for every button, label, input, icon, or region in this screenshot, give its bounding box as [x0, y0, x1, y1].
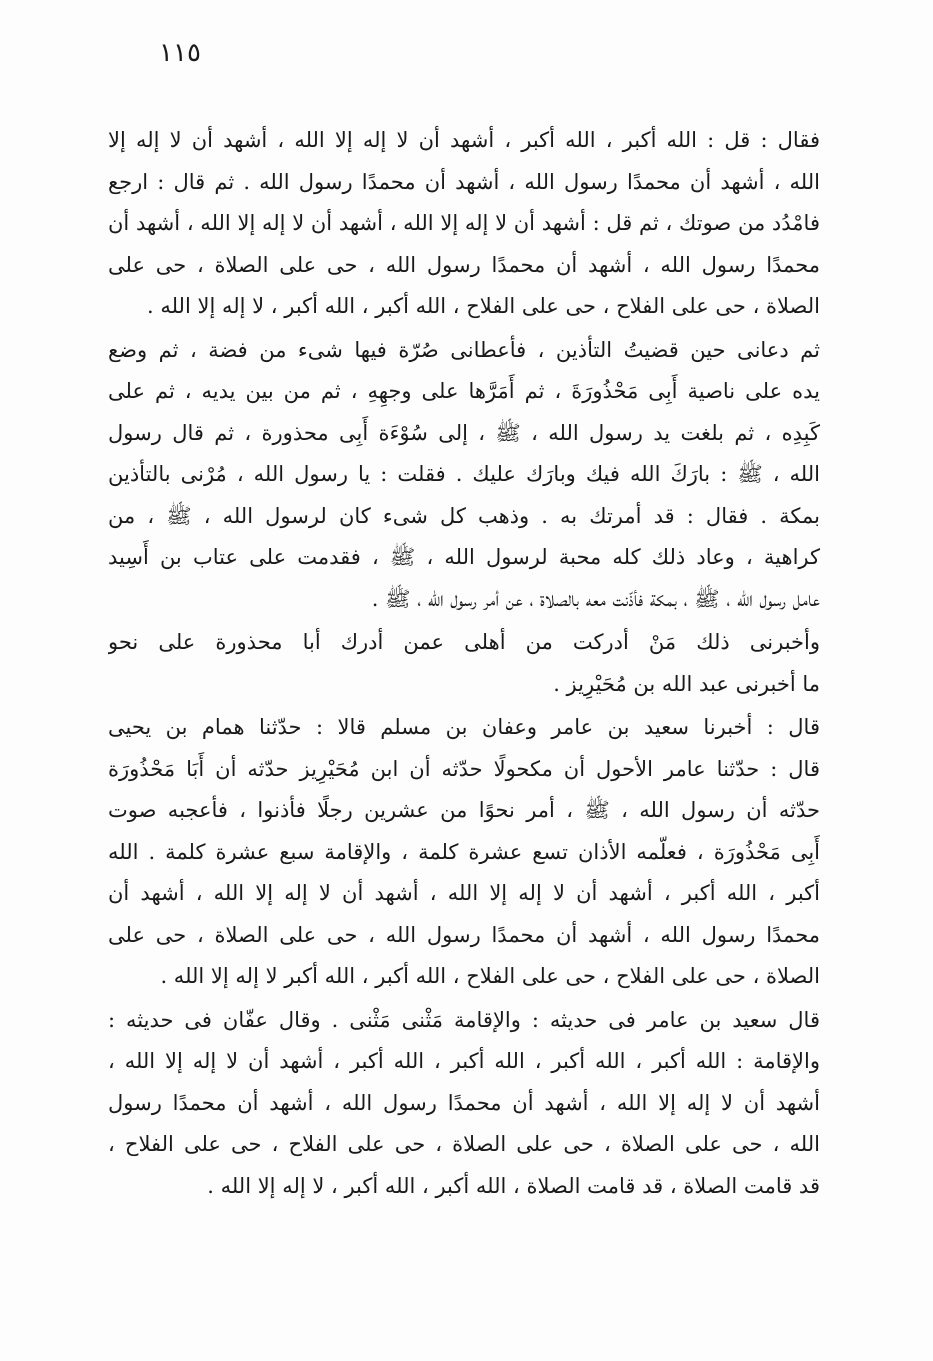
paragraph [108, 330, 820, 621]
text-line: الله ، حى على الصلاة ، حى على الصلاة ، حى على الفلاح ، حى على الفلاح ، [108, 1132, 820, 1156]
body-text [108, 120, 820, 1209]
text-line: فقال : قل : الله أكبر ، الله أكبر ، أشهد أن لا إله إلا الله ، أشهد أن لا إله إلا [108, 128, 820, 152]
text-line: الصلاة ، حى على الفلاح ، حى على الفلاح ، الله أكبر ، الله أكبر ، لا إله إلا الله . [147, 294, 820, 318]
text-line: يده على ناصية أَبِى مَحْذُورَةَ ، ثم أَمَرَّها على وجهِهِ ، ثم من بين يديه ، ثم على [108, 379, 820, 403]
text-line: ما أخبرنى عبد الله بن مُحَيْرِيز . [553, 671, 820, 696]
text-line: قال : حدّثنا عامر الأحول أن مكحولًا حدّثه أن ابن مُحَيْرِيز حدّثه أن أَبَا مَحْذُورَة [108, 756, 820, 781]
text-line: قال : أخبرنا سعيد بن عامر وعفان بن مسلم قالا : حدّثنا همام بن يحيى [108, 715, 820, 739]
text-line: بمكة . فقال : قد أمرتك به . وذهب كل شىء كان لرسول الله ، ﷺ ، من [108, 503, 820, 528]
text-line: عامل رسول الله ، ﷺ ، بمكة فأذّنت معه بالصلاة ، عن أمر رسول الله ، ﷺ . [371, 586, 820, 611]
text-line: محمدًا رسول الله ، أشهد أن محمدًا رسول الله ، حى على الصلاة ، حى على [108, 252, 820, 277]
text-line: الصلاة ، حى على الفلاح ، حى على الفلاح ، الله أكبر ، الله أكبر لا إله إلا الله . [160, 964, 820, 988]
text-line: قد قامت الصلاة ، قد قامت الصلاة ، الله أكبر ، الله أكبر ، لا إله إلا الله . [207, 1173, 820, 1198]
text-line: الله ، ﷺ : بارَكَ الله فيك وبارَك عليك . فقلت : يا رسول الله ، مُرْنى بالتأذين [108, 462, 820, 486]
text-line: محمدًا رسول الله ، أشهد أن محمدًا رسول الله ، حى على الصلاة ، حى على [108, 922, 820, 947]
text-line: قال سعيد بن عامر فى حديثه : والإقامة مَثْنى مَثْنى . وقال عفّان فى حديثه : [108, 1007, 820, 1032]
text-line: كراهية ، وعاد ذلك كله محبة لرسول الله ، ﷺ ، فقدمت على عتاب بن أَسِيد [108, 545, 820, 569]
text-line: أشهد أن لا إله إلا الله ، أشهد أن محمدًا رسول الله ، أشهد أن محمدًا رسول [108, 1090, 820, 1115]
text-line: أكبر ، الله أكبر ، أشهد أن لا إله إلا الله ، أشهد أن لا إله إلا الله ، أشهد أن [108, 881, 820, 905]
text-line: ثم دعانى حين قضيتُ التأذين ، فأعطانى صُرّة فيها شىء من فضة ، ثم وضع [108, 337, 820, 362]
text-line: الله ، أشهد أن محمدًا رسول الله ، أشهد أن محمدًا رسول الله . ثم قال : ارجع [108, 169, 820, 194]
text-line: فامْدُد من صوتك ، ثم قل : أشهد أن لا إله إلا الله ، أشهد أن لا إله إلا الله ، أشهد أن [108, 211, 820, 235]
paragraph [108, 120, 820, 328]
text-line: والإقامة : الله أكبر ، الله أكبر ، الله أكبر ، الله أكبر ، أشهد أن لا إله إلا الله ، [108, 1049, 820, 1073]
text-line: كَبِدِه ، ثم بلغت يد رسول الله ، ﷺ ، إلى سُوْءَة أَبِى محذورة ، ثم قال رسول [108, 420, 820, 445]
page-number: ١١٥ [159, 38, 201, 68]
paragraph [108, 707, 820, 998]
text-line: حدّثه أن رسول الله ، ﷺ ، أمر نحوًا من عشرين رجلًا فأذنوا ، فأعجبه صوت [108, 798, 820, 822]
paragraph [108, 622, 820, 705]
paragraph [108, 1000, 820, 1208]
text-line: وأخبرنى ذلك مَنْ أدركت من أهلى عمن أدرك أبا محذورة على نحو [108, 630, 820, 654]
text-line: أَبِى مَحْذُورَة ، فعلّمه الأذان تسع عشرة كلمة ، والإقامة سبع عشرة كلمة . الله [108, 839, 820, 864]
